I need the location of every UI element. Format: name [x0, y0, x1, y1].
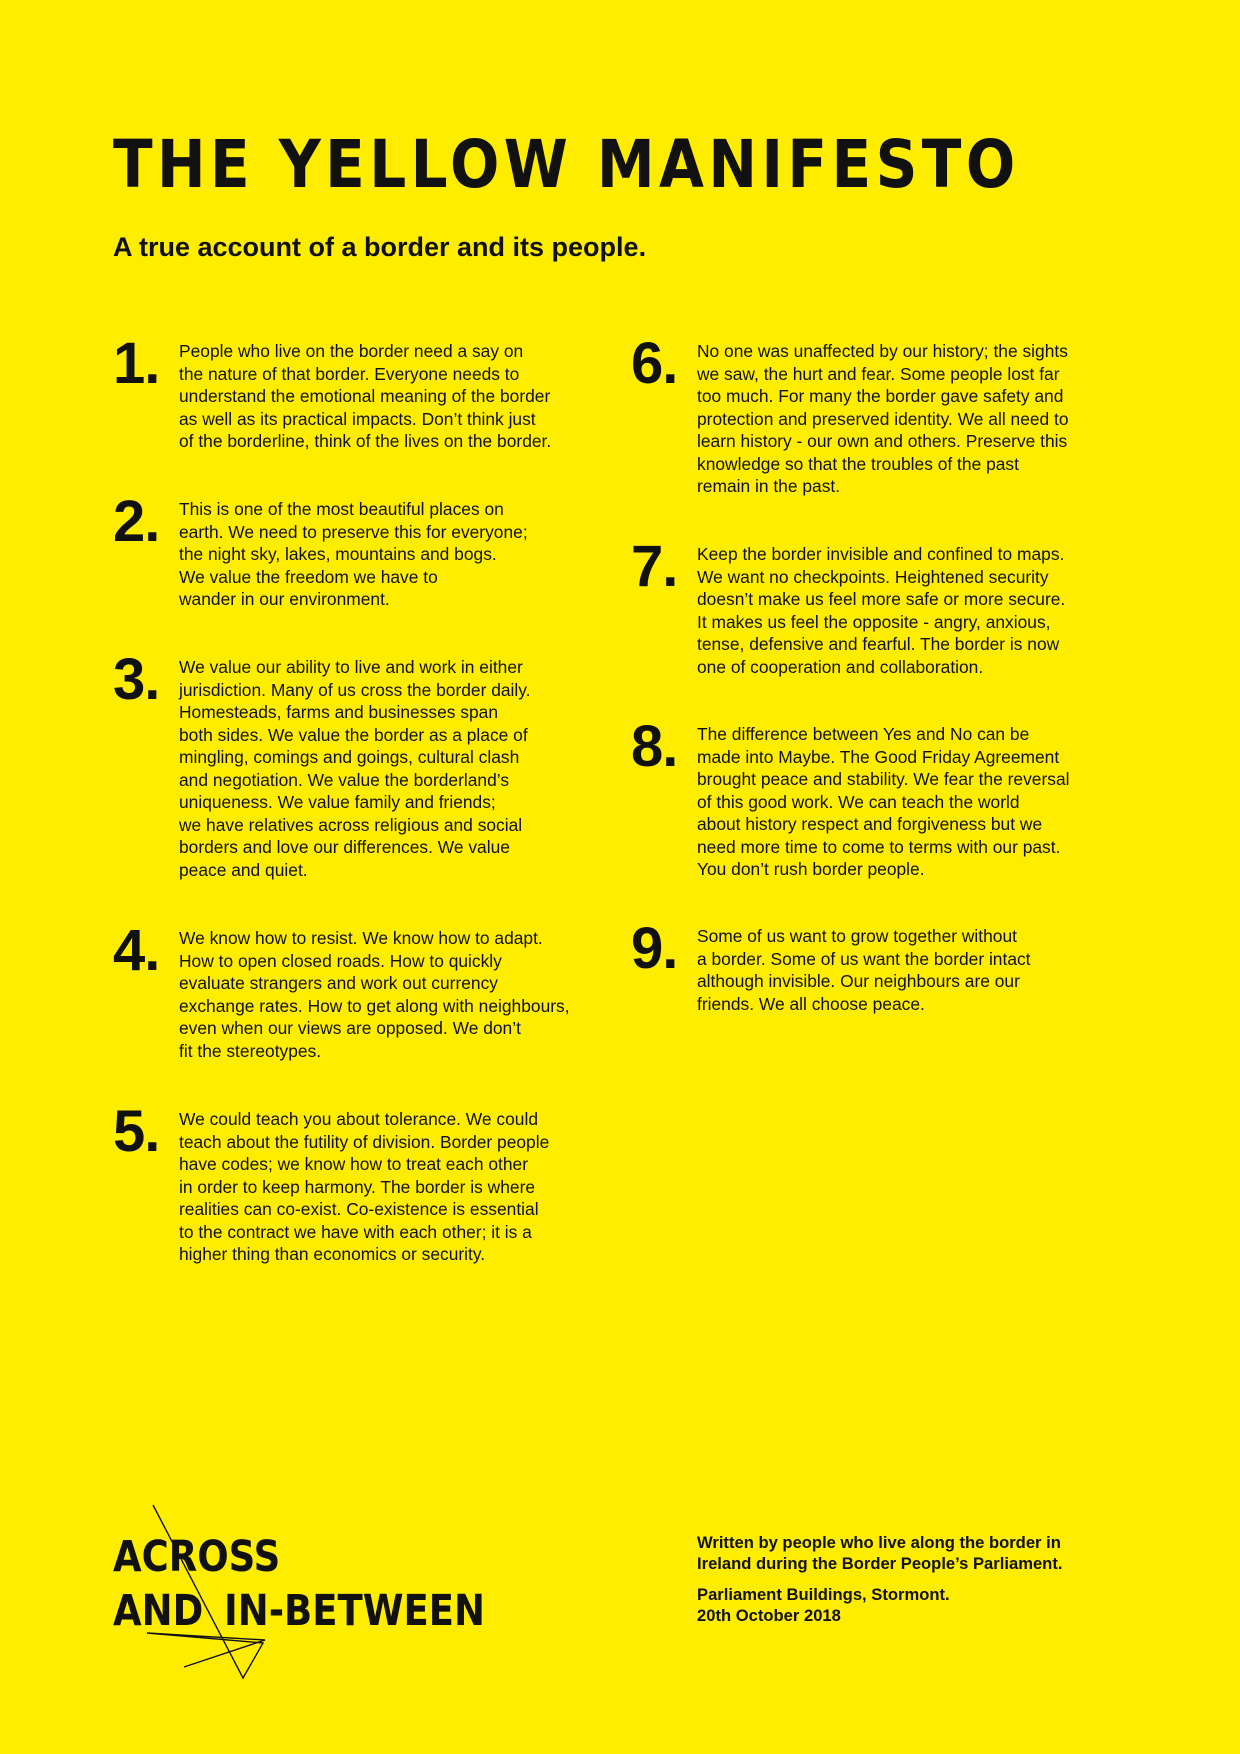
item-text: We know how to resist. We know how to adapt. How to open closed roads. How to quickly evaluate strangers and work out currency exchange rates. How to get along with neighbours, even when our views are opposed. We don’t fit the stereotypes.: [179, 928, 570, 1061]
item-number: 3.: [113, 647, 160, 712]
manifesto-item-2: [113, 489, 633, 656]
credit-venue-date: Parliament Buildings, Stormont. 20th October 2018: [697, 1585, 950, 1625]
manifesto-item-5: [113, 1099, 633, 1266]
item-text: People who live on the border need a say on the nature of that border. Everyone needs to understand the emotional meaning of the border as well as its practical impacts. Don’t think just of the borderline, think of the lives on the border.: [179, 341, 552, 451]
item-text: We could teach you about tolerance. We could teach about the futility of division. Border people have codes; we know how to treat each other in order to keep harmony. The border is where realities can co-exist. Co-existence is essential to the contract we have with each other; it is a higher thing than economics or security.: [179, 1109, 550, 1264]
item-text: Some of us want to grow together without a border. Some of us want the border intact although invisible. Our neighbours are our friends. We all choose peace.: [697, 926, 1031, 1014]
manifesto-item-7: [631, 534, 1151, 723]
page-title: THE YELLOW MANIFESTO: [113, 126, 1020, 203]
item-number: 6.: [631, 331, 678, 396]
manifesto-item-8: [631, 714, 1151, 925]
page-subtitle: A true account of a border and its people.: [113, 232, 647, 262]
credit-block: [697, 1532, 1117, 1636]
item-text: This is one of the most beautiful places on earth. We need to preserve this for everyone; the night sky, lakes, mountains and bogs. We value the freedom we have to wander in our environment.: [179, 499, 528, 609]
credit-authors: Written by people who live along the border in Ireland during the Border People’s Parliament.: [697, 1533, 1063, 1573]
item-number: 7.: [631, 534, 678, 599]
manifesto-item-4: [113, 918, 633, 1108]
manifesto-item-9: [631, 916, 1151, 1015]
manifesto-item-6: [631, 331, 1151, 543]
manifesto-column-right: [631, 331, 1151, 1015]
across-and-in-between-logo: [113, 1500, 493, 1690]
item-text: No one was unaffected by our history; the sights we saw, the hurt and fear. Some people lost far too much. For many the border gave safety and protection and preserved identity. We all need to learn history - our own and others. Preserve this knowledge so that the troubles of the past remain in the past.: [697, 341, 1069, 496]
logo-text-in-between: IN-BETWEEN: [224, 1586, 485, 1636]
item-text: We value our ability to live and work in either jurisdiction. Many of us cross the border daily. Homesteads, farms and businesses span both sides. We value the border as a place of mingling, comings and goings, cultural clash and negotiation. We value the borderland’s uniqueness. We value family and friends; we have relatives across religious and social borders and love our differences. We value peace and quiet.: [179, 657, 531, 880]
manifesto-column-left: [113, 331, 633, 1266]
item-number: 9.: [631, 916, 678, 981]
item-number: 2.: [113, 489, 160, 554]
item-text: Keep the border invisible and confined to maps. We want no checkpoints. Heightened security doesn’t make us feel more safe or more secure. It makes us feel the opposite - angry, anxious, tense, defensive and fearful. The border is now one of cooperation and collaboration.: [697, 544, 1066, 677]
item-number: 5.: [113, 1099, 160, 1164]
item-text: The difference between Yes and No can be made into Maybe. The Good Friday Agreement brought peace and stability. We fear the reversal of this good work. We can teach the world about history respect and forgiveness but we need more time to come to terms with our past. You don’t rush border people.: [697, 724, 1070, 879]
manifesto-item-3: [113, 647, 633, 927]
item-number: 4.: [113, 918, 160, 983]
logo-text-across: ACROSS: [113, 1532, 281, 1582]
item-number: 8.: [631, 714, 678, 779]
item-number: 1.: [113, 331, 160, 396]
logo-text-and: AND: [113, 1586, 204, 1636]
manifesto-item-1: [113, 331, 633, 498]
